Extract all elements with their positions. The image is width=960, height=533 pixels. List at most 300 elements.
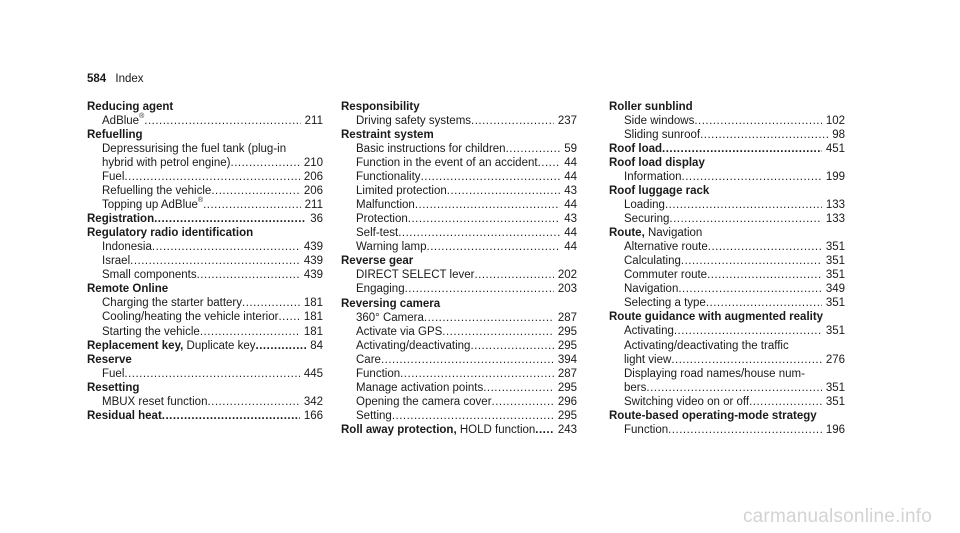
page-ref[interactable]: 351 — [825, 241, 845, 254]
heading-label: Restraint system — [341, 129, 434, 142]
subentry-label: Fuel — [102, 171, 125, 184]
dot-leader — [681, 254, 822, 268]
index-subentry[interactable] — [87, 184, 323, 198]
subentry-label-group — [624, 198, 665, 212]
subentry-label: Setting — [356, 409, 392, 422]
index-subentry[interactable] — [341, 170, 577, 184]
index-subentry[interactable] — [341, 212, 577, 226]
dot-leader — [506, 142, 561, 156]
subentry-label: AdBlue — [102, 115, 140, 127]
page-ref[interactable]: 439 — [303, 269, 323, 282]
index-subentry[interactable] — [341, 311, 577, 325]
index-entry — [341, 423, 577, 437]
index-entry — [87, 381, 323, 409]
index-subentry[interactable] — [87, 170, 323, 184]
index-entry — [609, 409, 845, 437]
subentry-label: Opening the camera cover — [356, 395, 492, 408]
subentry-label-group — [624, 212, 669, 226]
index-heading — [609, 184, 845, 198]
dot-leader — [278, 310, 299, 324]
dot-leader — [231, 156, 300, 170]
page-ref[interactable]: 276 — [825, 353, 845, 366]
index-subentry[interactable] — [341, 184, 577, 198]
page-ref[interactable]: 44 — [564, 199, 577, 212]
subentry-label-group — [102, 367, 124, 381]
registered-mark: ® — [197, 197, 204, 205]
subentry-label-group — [624, 282, 678, 296]
heading-label: Route-based operating-mode strategy — [609, 409, 817, 422]
index-subentry[interactable] — [341, 381, 577, 395]
page-ref[interactable]: 296 — [557, 395, 577, 408]
subentry-label: Self-test — [356, 227, 399, 240]
subentry-label: Limited protection — [356, 185, 447, 198]
page-ref[interactable]: 211 — [304, 115, 323, 127]
heading-label: Resetting — [87, 381, 140, 394]
heading-label: Reversing camera — [341, 297, 441, 310]
page-ref[interactable]: 181 — [303, 325, 323, 338]
page-ref[interactable]: 439 — [303, 255, 323, 268]
dot-leader — [211, 184, 299, 198]
subentry-label-group — [356, 184, 447, 198]
index-subentry[interactable] — [87, 198, 323, 212]
subentry-label-group — [356, 170, 421, 184]
index-subentry[interactable] — [87, 254, 323, 268]
subentry-label: Cooling/heating the vehicle interior — [102, 311, 279, 324]
subentry-label: Small components — [102, 269, 197, 282]
dot-leader — [483, 381, 554, 395]
subentry-label-group — [624, 170, 682, 184]
subentry-label: Manage activation points — [356, 381, 484, 394]
subentry-label: MBUX reset function — [102, 395, 208, 408]
index-subentry[interactable] — [609, 324, 845, 338]
dot-leader — [203, 198, 301, 212]
dot-leader — [207, 395, 299, 409]
dot-leader — [256, 339, 307, 353]
dot-leader — [200, 325, 300, 339]
dot-leader — [405, 282, 554, 296]
page-ref[interactable]: 202 — [557, 269, 577, 282]
index-subentry[interactable] — [87, 268, 323, 282]
subentry-label-group — [356, 381, 483, 395]
subentry-label-group — [624, 240, 708, 254]
index-heading — [87, 381, 323, 395]
heading-text — [609, 142, 662, 156]
subentry-label: Sliding sunroof — [624, 129, 701, 142]
subentry-label: Securing — [624, 213, 670, 226]
heading-text — [609, 156, 705, 170]
index-entry — [609, 184, 845, 226]
index-subentry[interactable] — [609, 254, 845, 268]
index-subentry[interactable] — [609, 353, 845, 367]
index-heading — [87, 100, 323, 114]
page-ref[interactable]: 295 — [557, 409, 577, 422]
page-ref[interactable]: 295 — [557, 339, 577, 352]
heading-text — [341, 297, 440, 311]
subentry-text: Activating/deactivating the traffic — [624, 339, 789, 352]
subentry-label-group — [102, 325, 200, 339]
heading-text — [609, 226, 702, 240]
subentry-label-group — [356, 339, 470, 353]
page-ref[interactable]: 394 — [557, 353, 577, 366]
index-heading — [341, 100, 577, 114]
subentry-label: Function — [624, 423, 669, 436]
watermark: carmanualsonline.info — [742, 506, 932, 527]
subentry-label: 360° Camera — [356, 311, 424, 324]
page-ref[interactable]: 44 — [564, 241, 577, 254]
index-entry — [341, 297, 577, 423]
dot-leader — [197, 268, 300, 282]
subentry-label: Starting the vehicle — [102, 325, 200, 338]
index-entry — [341, 254, 577, 296]
subentry-label-group — [102, 170, 124, 184]
heading-text — [341, 100, 420, 114]
subentry-label: Indonesia — [102, 241, 152, 254]
subentry-label-group — [102, 184, 211, 198]
dot-leader — [415, 198, 560, 212]
page-ref[interactable]: 43 — [564, 213, 577, 226]
subentry-label-group — [356, 353, 381, 367]
subentry-label: Calculating — [624, 255, 681, 268]
subentry-label-group — [102, 268, 197, 282]
index-subentry[interactable] — [341, 226, 577, 240]
index-subentry[interactable] — [341, 325, 577, 339]
index-subentry[interactable] — [609, 268, 845, 282]
dot-leader — [408, 212, 560, 226]
dot-leader — [152, 240, 300, 254]
subentry-label: Basic instructions for children — [356, 143, 506, 156]
subentry-label-group — [356, 114, 471, 128]
heading-label: Route guidance with augmented reality — [609, 311, 824, 324]
heading-label: Responsibility — [341, 101, 420, 113]
heading-text — [609, 409, 817, 423]
index-subentry[interactable] — [341, 156, 577, 170]
index-subentry[interactable] — [87, 367, 323, 381]
page-ref[interactable]: 445 — [303, 367, 323, 380]
page-title: Index — [115, 73, 144, 85]
dot-leader — [144, 114, 300, 128]
page-ref[interactable]: 43 — [564, 185, 577, 198]
dot-leader — [442, 325, 554, 339]
subentry-label: Activate via GPS — [356, 325, 443, 338]
dot-leader — [749, 395, 822, 409]
subentry-text: Depressurising the fuel tank (plug-in — [102, 143, 287, 156]
dot-leader — [130, 254, 300, 268]
index-heading — [341, 254, 577, 268]
index-heading — [609, 142, 845, 156]
subentry-label-group — [356, 367, 400, 381]
page-ref[interactable]: 295 — [557, 325, 577, 338]
index-subentry[interactable] — [87, 296, 323, 310]
index-heading — [609, 226, 845, 240]
index-subentry[interactable] — [87, 240, 323, 254]
page-header — [87, 72, 144, 86]
heading-note: Navigation — [644, 227, 703, 240]
index-heading — [87, 212, 323, 226]
subentry-label: Protection — [356, 213, 408, 226]
index-subentry[interactable] — [609, 423, 845, 437]
dot-leader — [665, 198, 822, 212]
page-ref[interactable]: 351 — [825, 395, 845, 408]
heading-text — [87, 409, 162, 423]
subentry-label-group — [356, 268, 474, 282]
index-entry — [87, 100, 323, 128]
subentry-label-group — [102, 198, 203, 212]
subentry-label: Function in the event of an accident — [356, 157, 538, 170]
dot-leader — [682, 170, 822, 184]
page-ref[interactable]: 44 — [564, 171, 577, 184]
page-ref[interactable]: 44 — [564, 157, 577, 170]
index-subentry[interactable] — [341, 282, 577, 296]
subentry-label: Charging the starter battery — [102, 297, 242, 310]
heading-text — [609, 184, 709, 198]
index-subentry[interactable] — [609, 282, 845, 296]
dot-leader — [421, 170, 561, 184]
heading-text — [87, 353, 132, 367]
page-ref[interactable]: 133 — [825, 213, 845, 226]
index-column-3 — [609, 100, 845, 437]
heading-text — [87, 128, 143, 142]
heading-text — [87, 100, 173, 114]
subentry-label-group — [356, 226, 398, 240]
heading-label: Roof luggage rack — [609, 185, 710, 198]
dot-leader — [668, 423, 822, 437]
index-subentry[interactable] — [341, 339, 577, 353]
index-column-1 — [87, 100, 323, 423]
page-ref[interactable]: 349 — [825, 283, 845, 296]
page-ref[interactable]: 206 — [303, 185, 323, 198]
index-entry — [87, 212, 323, 226]
index-subentry[interactable] — [609, 296, 845, 310]
index-subentry[interactable] — [341, 240, 577, 254]
index-heading — [87, 409, 323, 423]
dot-leader — [154, 212, 306, 226]
index-subentry[interactable] — [87, 395, 323, 409]
subentry-label: Activating/deactivating — [356, 339, 471, 352]
page-ref[interactable]: 439 — [303, 241, 323, 254]
subentry-label-group — [356, 311, 424, 325]
index-entry — [87, 226, 323, 282]
subentry-label-group — [356, 282, 405, 296]
dot-leader — [392, 409, 554, 423]
index-heading — [87, 353, 323, 367]
index-heading — [87, 128, 323, 142]
page-ref[interactable]: 36 — [310, 213, 323, 226]
page-ref[interactable]: 451 — [825, 143, 845, 156]
index-entry — [87, 353, 323, 381]
page-ref[interactable]: 203 — [557, 283, 577, 296]
dot-leader — [674, 324, 822, 338]
heading-label: Roller sunblind — [609, 101, 693, 113]
index-subentry[interactable] — [341, 395, 577, 409]
subentry-label-group — [624, 254, 681, 268]
page-ref[interactable]: 287 — [557, 311, 577, 324]
subentry-label-group — [356, 198, 415, 212]
index-subentry[interactable] — [609, 395, 845, 409]
page-ref[interactable]: 342 — [303, 395, 323, 408]
subentry-label-group — [624, 381, 646, 395]
index-heading — [609, 156, 845, 170]
index-subentry[interactable] — [341, 367, 577, 381]
dot-leader — [708, 240, 822, 254]
dot-leader — [400, 367, 554, 381]
heading-label: Residual heat — [87, 409, 162, 422]
subentry-label-group — [356, 409, 392, 423]
index-subentry[interactable] — [87, 310, 323, 324]
heading-text — [87, 381, 139, 395]
dot-leader — [538, 156, 561, 170]
page-ref[interactable]: 102 — [825, 115, 845, 127]
page-ref[interactable]: 211 — [304, 199, 323, 212]
index-subentry[interactable] — [87, 156, 323, 170]
subentry-label-group — [102, 296, 242, 310]
index-subentry[interactable] — [609, 381, 845, 395]
page-ref[interactable]: 237 — [557, 115, 577, 127]
heading-text — [87, 226, 253, 240]
index-subentry[interactable] — [341, 268, 577, 282]
dot-leader — [700, 128, 828, 142]
index-subentry[interactable] — [609, 240, 845, 254]
dot-leader — [707, 268, 822, 282]
page-ref[interactable]: 210 — [303, 157, 323, 170]
heading-text — [609, 310, 823, 324]
subentry-label-group — [102, 156, 231, 170]
heading-label: Roll away protection, — [341, 423, 457, 436]
dot-leader — [381, 353, 554, 367]
index-subentry[interactable] — [341, 198, 577, 212]
page-ref[interactable]: 84 — [310, 339, 323, 352]
page-ref[interactable]: 287 — [557, 367, 577, 380]
dot-leader — [447, 184, 560, 198]
index-subentry[interactable] — [609, 198, 845, 212]
heading-label: Refuelling — [87, 129, 143, 142]
index-entry — [609, 226, 845, 310]
dot-leader — [492, 395, 554, 409]
dot-leader — [398, 226, 560, 240]
subentry-label-group — [102, 240, 152, 254]
page-ref[interactable]: 351 — [825, 381, 845, 394]
index-subentry[interactable] — [609, 128, 845, 142]
heading-label: Reverse gear — [341, 255, 414, 268]
subentry-label-group — [624, 324, 674, 338]
index-subentry[interactable] — [609, 212, 845, 226]
index-entry — [609, 100, 845, 142]
subentry-label: Warning lamp — [356, 241, 427, 254]
subentry-label-group — [102, 395, 207, 409]
subentry-label: Switching video on or off — [624, 395, 750, 408]
dot-leader — [678, 282, 821, 296]
index-entry — [87, 282, 323, 338]
index-entry — [609, 156, 845, 184]
page-ref[interactable]: 351 — [825, 297, 845, 310]
page-ref[interactable]: 59 — [564, 143, 577, 156]
index-heading — [609, 310, 845, 324]
subentry-label-group — [624, 395, 749, 409]
dot-leader — [669, 212, 821, 226]
page-ref[interactable]: 295 — [557, 381, 577, 394]
subentry-label-group — [356, 325, 442, 339]
subentry-label: Activating — [624, 325, 674, 338]
page-ref[interactable]: 196 — [825, 423, 845, 436]
subentry-text: Displaying road names/house num- — [624, 367, 805, 380]
dot-leader — [694, 114, 821, 128]
subentry-label-group — [624, 296, 706, 310]
subentry-label: Information — [624, 171, 682, 184]
subentry-label-group — [356, 142, 506, 156]
index-subentry[interactable] — [341, 353, 577, 367]
subentry-label-group — [102, 114, 144, 128]
page-ref[interactable]: 243 — [557, 423, 577, 436]
page-ref[interactable]: 98 — [832, 129, 845, 142]
dot-leader — [162, 409, 300, 423]
heading-label: Remote Online — [87, 283, 169, 296]
subentry-label: Engaging — [356, 283, 405, 296]
page-ref[interactable]: 166 — [303, 409, 323, 422]
index-subentry[interactable] — [609, 170, 845, 184]
subentry-label-group — [102, 310, 278, 324]
index-subentry[interactable] — [341, 114, 577, 128]
index-subentry[interactable] — [341, 142, 577, 156]
heading-label: Regulatory radio identification — [87, 227, 254, 240]
page-ref[interactable]: 351 — [825, 325, 845, 338]
dot-leader — [470, 339, 553, 353]
dot-leader — [706, 296, 822, 310]
index-subentry[interactable] — [609, 114, 845, 128]
page-ref[interactable]: 206 — [303, 171, 323, 184]
subentry-label: Fuel — [102, 367, 125, 380]
dot-leader — [471, 114, 554, 128]
heading-text — [341, 128, 434, 142]
dot-leader — [124, 170, 299, 184]
index-heading — [341, 423, 577, 437]
subentry-label: DIRECT SELECT lever — [356, 269, 475, 282]
heading-label: Reserve — [87, 353, 132, 366]
heading-text — [341, 254, 413, 268]
index-subentry[interactable] — [341, 409, 577, 423]
subentry-label: Commuter route — [624, 269, 708, 282]
page-ref[interactable]: 199 — [825, 171, 845, 184]
dot-leader — [427, 240, 561, 254]
subentry-label: Side windows — [624, 115, 695, 127]
heading-label: Route, — [609, 227, 645, 240]
index-heading — [609, 409, 845, 423]
subentry-label: Care — [356, 353, 381, 366]
page-ref[interactable]: 181 — [303, 311, 323, 324]
index-heading — [341, 297, 577, 311]
subentry-label: Driving safety systems — [356, 115, 472, 127]
subentry-label: Navigation — [624, 283, 679, 296]
subentry-label-group — [356, 156, 538, 170]
index-subentry[interactable] — [87, 114, 323, 128]
dot-leader — [535, 423, 554, 437]
page-ref[interactable]: 351 — [825, 255, 845, 268]
subentry-label: Functionality — [356, 171, 421, 184]
page-ref[interactable]: 181 — [303, 297, 323, 310]
index-heading — [341, 128, 577, 142]
page-ref[interactable]: 44 — [564, 227, 577, 240]
page-ref[interactable]: 351 — [825, 269, 845, 282]
subentry-label: light view — [624, 353, 672, 366]
dot-leader — [424, 311, 554, 325]
index-subentry[interactable] — [87, 325, 323, 339]
heading-note: Duplicate key — [183, 339, 256, 352]
index-entry — [87, 339, 323, 353]
heading-text — [341, 423, 535, 437]
heading-text — [87, 212, 154, 226]
subentry-label-group — [624, 353, 671, 367]
page-ref[interactable]: 133 — [825, 199, 845, 212]
heading-label: Roof load — [609, 143, 663, 156]
subentry-label: hybrid with petrol engine) — [102, 157, 231, 170]
